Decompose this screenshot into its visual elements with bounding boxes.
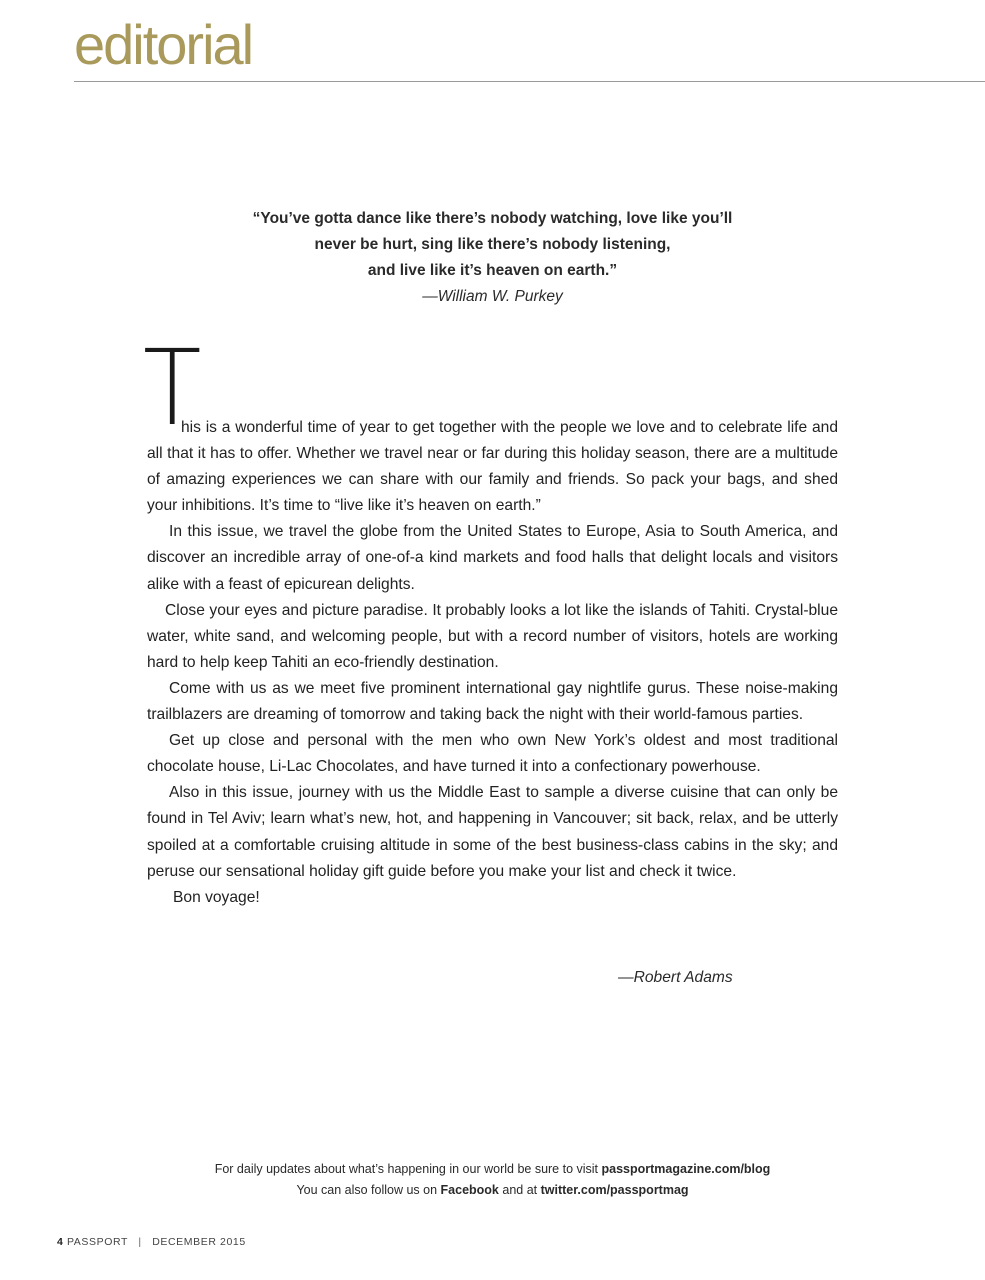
footer-text: You can also follow us on (296, 1183, 441, 1197)
footer-line (100, 1159, 885, 1180)
footer-note (100, 1159, 885, 1201)
article-paragraph: In this issue, we travel the globe from the United States to Europe, Asia to South America, and discover an incredible array of one-of-a kind markets and food halls that delight locals and visitors alike with a feast of epicurean delights. (147, 523, 838, 593)
drop-cap: T (143, 327, 202, 449)
article-paragraph: Also in this issue, journey with us the Middle East to sample a diverse cuisine that can only be found in Tel Aviv; learn what’s new, hot, and happening in Vancouver; sit back, relax, and be utterly spoiled at a comfortable cruising altitude in some of the best business-class cabins in the sky; and peruse our sensational holiday gift guide before you make your list and check it twice. (147, 784, 838, 880)
author-signature: —Robert Adams (618, 969, 733, 986)
twitter-link[interactable]: twitter.com/passportmag (540, 1183, 689, 1197)
paragraph-text: his is a wonderful time of year to get together with the people we love and to celebrate life and all that it has to offer. Whether we travel near or far during this holiday season, there are a multitude of amazing experiences we can share with our family and friends. So pack your bags, and shed your inhibitions. It’s time to “live like it’s heaven on earth.” (147, 419, 838, 515)
issue-date: DECEMBER 2015 (152, 1236, 246, 1248)
epigraph-line: “You’ve gotta dance like there’s nobody watching, love like you’ll (252, 210, 733, 227)
footer-line (100, 1180, 885, 1201)
epigraph-quote (147, 206, 838, 310)
article-paragraph: Come with us as we meet five prominent international gay nightlife gurus. These noise-making trailblazers are dreaming of tomorrow and taking back the night with their world-famous parties. (147, 679, 838, 724)
page-number: 4 (57, 1236, 64, 1248)
section-title: editorial (74, 13, 253, 76)
title-divider (74, 81, 985, 82)
epigraph-line: never be hurt, sing like there’s nobody listening, (314, 236, 671, 253)
publication-name: PASSPORT (66, 1236, 128, 1248)
footer-text: and at (498, 1183, 541, 1197)
article-closing: Bon voyage! (173, 888, 260, 906)
facebook-link[interactable]: Facebook (440, 1183, 499, 1197)
article-paragraph: Close your eyes and picture paradise. It probably looks a lot like the islands of Tahiti. Crystal-blue water, white sand, and welcoming people, but with a record number of visitors, hotels are working hard to help keep Tahiti an eco-friendly destination. (147, 601, 838, 671)
blog-link[interactable]: passportmagazine.com/blog (601, 1162, 771, 1176)
article-paragraph: Get up close and personal with the men who own New York’s oldest and most traditional chocolate house, Li-Lac Chocolates, and have turned it into a confectionary powerhouse. (147, 732, 838, 776)
article-paragraph (147, 415, 838, 519)
folio-separator: | (138, 1236, 142, 1248)
page-folio (57, 1235, 246, 1249)
epigraph-line: and live like it’s heaven on earth.” (367, 262, 618, 279)
article-body (147, 415, 838, 911)
epigraph-attribution: —William W. Purkey (422, 288, 563, 305)
footer-text: For daily updates about what’s happening in our world be sure to visit (214, 1162, 602, 1176)
